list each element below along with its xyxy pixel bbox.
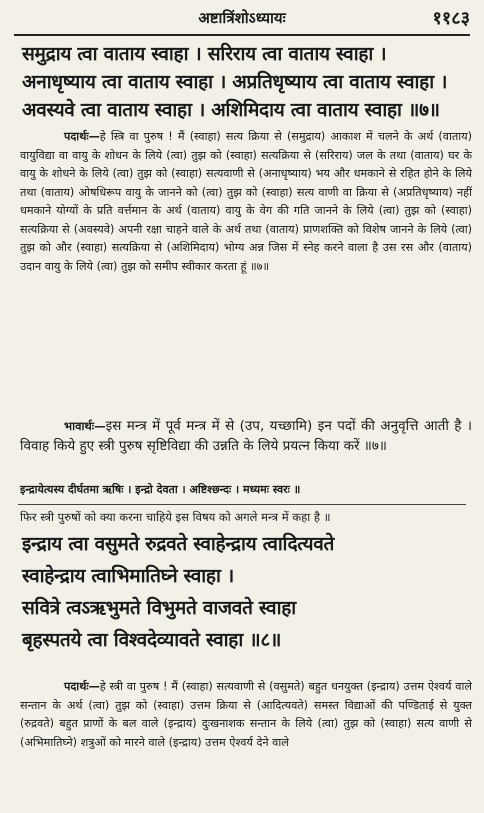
bhavartha-7 <box>20 416 472 456</box>
page-number: ११८३ <box>432 8 470 29</box>
bhavartha-7-label: भावार्थः— <box>64 419 106 433</box>
chapter-title: अष्टात्रिंशोऽध्यायः <box>198 9 286 27</box>
bhavartha-7-text: इस मन्त्र में पूर्व मन्त्र में से (उप, यच्छामि) इन पदों की अनुवृत्ति आती है । विवाह किये हुए स्त्री पुरुष सृष्टिविद्या की उन्नति के लिये प्रयत्न किया करें ॥७॥ <box>20 418 472 454</box>
padartha-7 <box>20 128 472 276</box>
padartha-7-label: पदार्थः— <box>64 130 100 143</box>
mantra-8-line-3: सवित्रे त्वऽऋभुमते विभुमते वाजवते स्वाहा <box>22 597 296 619</box>
padartha-8 <box>20 678 472 752</box>
mantra-8-line-1: इन्द्राय त्वा वसुमते रुद्रवते स्वाहेन्द्राय त्वादित्यवते <box>22 533 334 555</box>
page-header <box>0 2 484 36</box>
mantra-8-line-4: बृहस्पतये त्वा विश्वदेव्यावते स्वाहा ॥८॥ <box>22 629 282 651</box>
mantra-7-line-1: समुद्राय त्वा वाताय स्वाहा । सरिराय त्वा वाताय स्वाहा । <box>22 43 387 65</box>
padartha-7-text: हे स्त्रि वा पुरुष ! मैं (स्वाहा) सत्य क्रिया से (समुद्राय) आकाश में चलने के अर्थ (वाताय) वायुविद्या वा वायु के शोधन के लिये (त्वा) तुझ को (स्वाहा) सत्यक्रिया से (सरिराय) जल के तथा (वाताय) घर के वायु के शोधने के लिये (त्वा) तुझ को (स्वाहा) सत्यवाणी से (अनाधृष्याय) भय और धमकाने से रहित होने के लिये तथा (वाताय) ओषधिरूप वायु के जानने को (त्वा) तुझ को (स्वाहा) सत्य वाणी वा क्रिया से (अप्रतिधृष्याय) नहीं धमकाने योग्यों के प्रति वर्त्तमान के अर्थ (वाताय) वायु के वेग की गति जानने के लिये (त्वा) तुझ को (स्वाहा) सत्यक्रिया से (अवस्यवे) अपनी रक्षा चाहने वाले के अर्थ तथा (वाताय) प्राणशक्ति को विशेष जानने के लिये (त्वा) तुझ को और (स्वाहा) सत्यक्रिया से (अशिमिदाय) भोग्य अन्न जिस में स्नेह करने वाला है उस रस और (वाताय) उदान वायु के लिये (त्वा) तुझ को समीप स्वीकार करता हूं ॥७॥ <box>20 130 472 273</box>
divider <box>18 504 466 505</box>
header-rule <box>14 34 470 36</box>
mantra-8-line-2: स्वाहेन्द्राय त्वाभिमातिघ्ने स्वाहा । <box>22 565 234 587</box>
padartha-8-label: पदार्थः— <box>64 680 100 693</box>
padartha-8-text: हे स्त्री वा पुरुष ! मैं (स्वाहा) सत्यवाणी से (वसुमते) बहुत धनयुक्त (इन्द्राय) उत्तम ऐश्वर्य वाले सन्तान के अर्थ (त्वा) तुझ को (स्वाहा) उत्तम क्रिया से (आदित्यवते) समस्त विद्याओं की पण्डिताई से युक्त (रुद्रवते) बहुत प्राणों के बल वाले (इन्द्राय) दुःखनाशक सन्तान के लिये (त्वा) तुझ को (स्वाहा) सत्य वाणी से (अभिमातिघ्ने) शत्रुओं को मारने वाले (इन्द्राय) उत्तम ऐश्वर्य देने वाले <box>20 680 472 749</box>
mantra-7-line-2: अनाधृष्याय त्वा वाताय स्वाहा । अप्रतिधृष्याय त्वा वाताय स्वाहा । <box>22 71 448 93</box>
mantra-8-intro: फिर स्त्री पुरुषों को क्या करना चाहिये इस विषय को अगले मन्त्र में कहा है ॥ <box>20 510 331 524</box>
mantra-8-meta: इन्द्रायेत्यस्य दीर्घतमा ऋषिः । इन्द्रो देवता । अष्टिश्छन्दः । मध्यमः स्वरः ॥ <box>20 483 301 496</box>
mantra-7-line-3: अवस्यवे त्वा वाताय स्वाहा । अशिमिदाय त्वा वाताय स्वाहा ॥७॥ <box>22 99 440 121</box>
